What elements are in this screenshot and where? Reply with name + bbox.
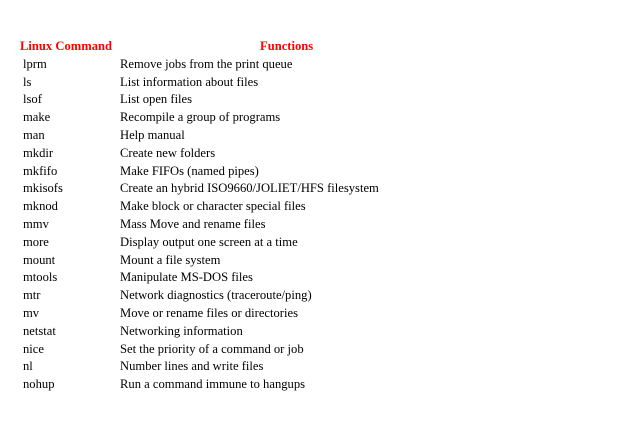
table-row (0, 234, 638, 252)
command-function: Networking information (120, 323, 243, 338)
table-row (0, 323, 638, 341)
command-table (0, 38, 638, 394)
table-row (0, 91, 638, 109)
table-row (0, 56, 638, 74)
command-function: Mount a file system (120, 252, 221, 267)
command-function: Make block or character special files (120, 199, 306, 214)
command-function: Number lines and write files (120, 359, 264, 374)
command-name: mtr (23, 288, 41, 303)
table-row (0, 109, 638, 127)
table-row (0, 269, 638, 287)
command-function: Move or rename files or directories (120, 305, 298, 320)
command-name: mv (23, 305, 40, 320)
table-row (0, 376, 638, 394)
header-command: Linux Command (20, 39, 113, 53)
command-name: man (23, 127, 45, 142)
command-name: nl (23, 359, 33, 374)
table-row (0, 305, 638, 323)
command-function: Display output one screen at a time (120, 234, 298, 249)
command-name: make (23, 110, 51, 125)
command-name: netstat (23, 323, 56, 338)
command-function: Set the priority of a command or job (120, 341, 304, 356)
command-function: Make FIFOs (named pipes) (120, 163, 259, 178)
command-name: mtools (23, 270, 58, 285)
command-name: mkdir (23, 145, 54, 160)
command-name: lsof (23, 92, 42, 107)
command-name: nice (23, 341, 44, 356)
command-function: Remove jobs from the print queue (120, 56, 293, 71)
command-name: ls (23, 74, 32, 89)
command-function: Create an hybrid ISO9660/JOLIET/HFS filesystem (120, 181, 379, 196)
command-function: Manipulate MS-DOS files (120, 270, 253, 285)
command-function: Run a command immune to hangups (120, 377, 306, 392)
table-row (0, 216, 638, 234)
command-function: List open files (120, 92, 193, 107)
command-function: List information about files (120, 74, 259, 89)
table-row (0, 127, 638, 145)
table-row (0, 163, 638, 181)
command-function: Mass Move and rename files (120, 216, 266, 231)
table-row (0, 341, 638, 359)
table-body (0, 56, 638, 394)
command-name: more (23, 234, 49, 249)
table-row (0, 74, 638, 92)
command-function: Recompile a group of programs (120, 110, 281, 125)
table-row (0, 287, 638, 305)
command-name: mkisofs (23, 181, 63, 196)
table-row (0, 198, 638, 216)
command-name: lprm (23, 56, 47, 71)
table-header (0, 38, 638, 56)
table-row (0, 180, 638, 198)
table-row (0, 252, 638, 270)
command-function: Create new folders (120, 145, 216, 160)
table-row (0, 358, 638, 376)
command-name: mknod (23, 199, 58, 214)
table-row (0, 145, 638, 163)
command-function: Help manual (120, 127, 185, 142)
command-name: mount (23, 252, 56, 267)
command-function: Network diagnostics (traceroute/ping) (120, 288, 312, 303)
command-name: mmv (23, 216, 49, 231)
command-name: nohup (23, 377, 55, 392)
command-name: mkfifo (23, 163, 58, 178)
header-functions: Functions (260, 39, 314, 53)
